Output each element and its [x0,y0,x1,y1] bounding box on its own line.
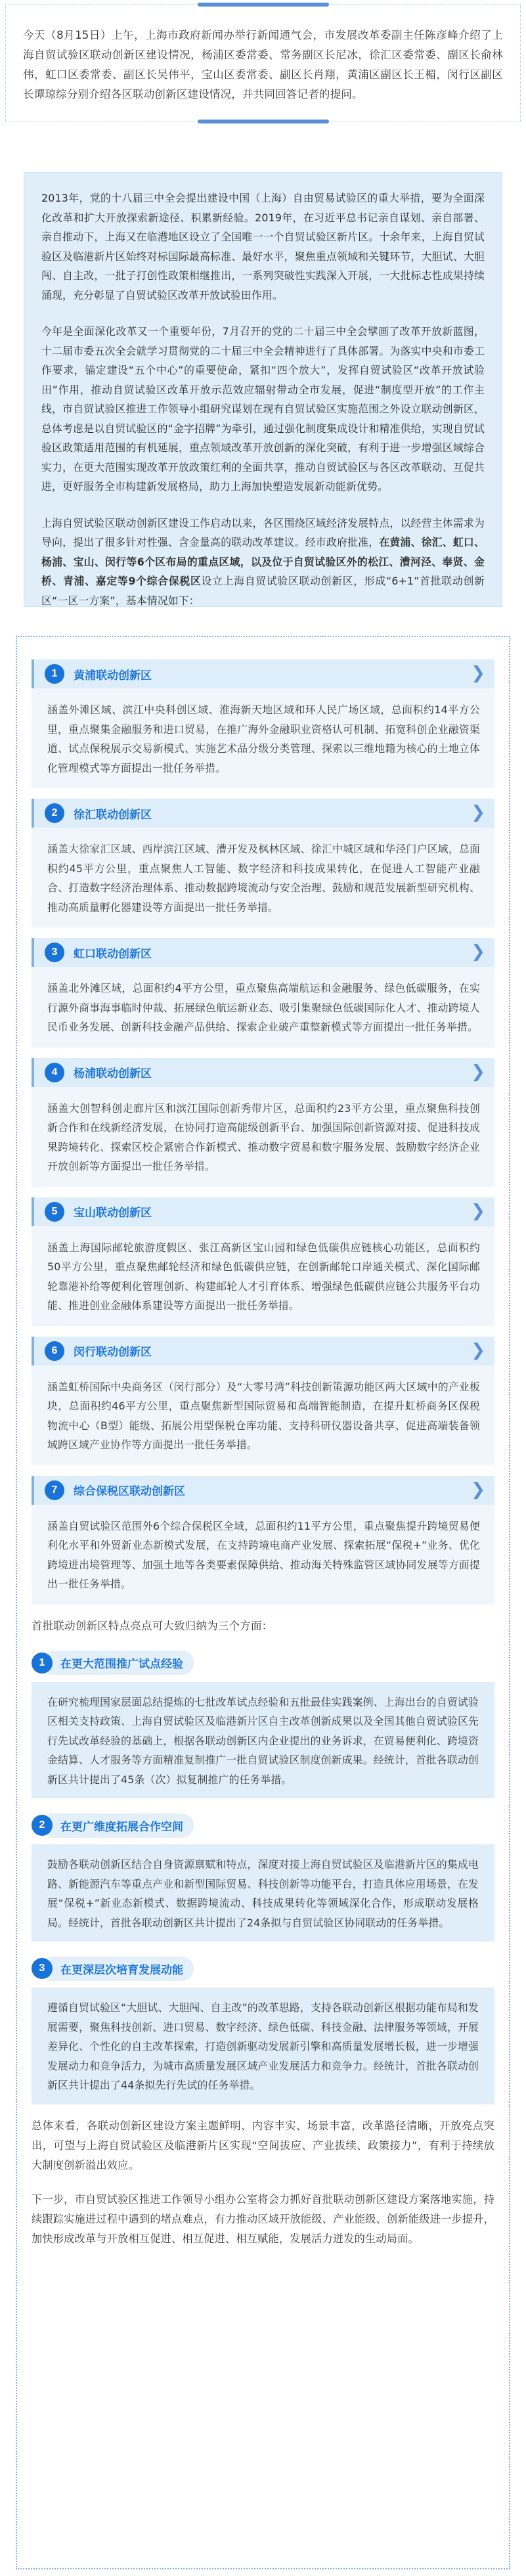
feature-title: 在更大范围推广试点经验 [49,1651,194,1675]
feature-number: 3 [32,1958,53,1979]
features-lead [32,1616,494,1636]
district-header[interactable] [32,799,494,828]
district-card [32,1476,494,1605]
district-number: 7 [45,1480,64,1500]
district-title: 杨浦联动创新区 [74,1067,152,1080]
background-paragraph-2: 今年是全面深化改革又一个重要年份，7月召开的党的二十届三中全会擘画了改革开放新蓝图，十二届市委五次全会就学习贯彻党的二十届三中全会精神进行了具体部署。为落实中央和市委工作要求，锚定建设“五个中心”的重要使命，紧扣“四个放大”，发挥自贸试验区“改革开放试验田”作用，推动自贸试验区改革开放示范效应辐射带动全市发展，促进“制度型开放”的工作主线，市自贸试验区推进工作领导小组研究谋划在现有自贸试验区实施范围之外设立联动创新区，总体考虑是以自贸试验区的“金字招牌”为牵引，通过强化制度集成设计和精准供给，实现自贸试验区政策适用范围的有机延展，重点领域改革开放创新的深化突破，有利于进一步增强区域综合实力，在更大范围实现改革开放政策红利的全面共享，推动自贸试验区与各区改革联动、互促共进，更好服务全市构建新发展格局，助力上海加快塑造发展新动能新优势。 [41,325,485,493]
district-description: 涵盖北外滩区域，总面积约4平方公里，重点聚焦高端航运和金融服务、绿色低碳服务，在实行源外商事海事临时仲裁、拓展绿色航运新业态、吸引集聚绿色低碳国际化人才、推动跨境人民币业务发展、创新科技金融产品供给、探索企业破产重整新模式等方面提出一批任务举措。 [47,982,480,1033]
feature-body [32,1844,494,1942]
feature-title: 在更深层次培育发展动能 [49,1957,194,1981]
district-description: 涵盖上海国际邮轮旅游度假区、张江高新区宝山园和绿色低碳供应链核心功能区，总面积约50平方公里，重点聚焦邮轮经济和绿色低碳供应链，在创新邮轮口岸通关模式、深化国际邮轮靠港补给等便利化管理创新、构建邮轮人才引育体系、增强绿色低碳供应链公共服务平台功能、推进创业金融体系建设等方面提出一批任务举措。 [47,1241,480,1312]
district-header[interactable] [32,1476,494,1505]
background-block [24,172,502,607]
background-paragraph-1: 2013年，党的十八届三中全会提出建设中国（上海）自由贸易试验区的重大举措，要为全面深化改革和扩大开放探索新途径、积累新经验。2019年，在习近平总书记亲自谋划、亲自部署、亲自推动下，上海又在临港地区设立了全国唯一一个自贸试验区新片区。十余年来，上海自贸试验区及临港新片区始终对标国际最高标准、最好水平，聚焦重点领域和关键环节，大胆试、大胆闯、自主改，一批子打创性政策相继推出，一系列突破性实践深入开展，一大批标志性成果持续涌现，充分彰显了自贸试验区改革开放试验田作用。 [41,192,485,301]
district-number: 5 [45,1202,64,1222]
district-header[interactable] [32,659,494,688]
intro-paragraph: 今天（8月15日）上午，上海市政府新闻办举行新闻通气会，市发展改革委副主任陈彦峰介绍了上海自贸试验区联动创新区建设情况，杨浦区委常委、常务副区长尼冰，徐汇区委常委、副区长俞林伟，虹口区委常委、副区长吴伟平，宝山区委常委、副区长肖翔，黄浦区副区长王楣，闵行区副区长谭琼综分别介绍各区联动创新区建设情况，并共同回答记者的提问。 [23,29,503,100]
district-card [32,1197,494,1326]
district-body [32,688,494,788]
background-p3-text-b: 设立上海自贸试验区联动创新区，形成“6+1”首批联动创新区“一区一方案”，基本情况如下： [41,575,485,607]
district-description: 涵盖外滩区域、滨江中央科创区域、淮海新天地区域和环人民广场区域，总面积约14平方公里，重点聚集金融服务和进口贸易，在推广海外金融职业资格认可机制、拓宽科创企业融资渠道、试点保税展示交易新模式、实施艺术品分级分类管理、探索以三维地籍为核心的土地立体化管理模式等方面提出一批任务举措。 [47,703,480,774]
district-description: 涵盖自贸试验区范围外6个综合保税区全域，总面积约11平方公里，重点聚焦提升跨境贸易便利化水平和外贸新业态新模式发展，在支持跨境电商产业发展、探索拓展“保税+”业务、优化跨境进出境管理等、加强土地等各类要素保障供给、推动海关特殊监管区域协同发展等方面提出一批任务举措。 [47,1519,480,1590]
district-number: 2 [45,803,64,823]
district-card [32,1058,494,1187]
chevron-right-icon: ❯ [471,803,485,822]
background-p3-text-a: 上海自贸试验区联动创新区建设工作启动以来，各区围绕区域经济发展特点，以经营主体需求为导向，提出了很多针对性强、含金量高的联动改革建议。经市政府批准， [41,516,485,548]
feature-header [32,1813,494,1838]
chevron-right-icon: ❯ [471,663,485,683]
feature-description: 遵循自贸试验区“大胆试、大胆闯、自主改”的改革思路，支持各联动创新区根据功能布局和发展需要，聚焦科技创新、进口贸易、数字经济、绿色低碳、科技金融、法律服务等领域，开展差异化、个性化的自主改革探索，打造创新驱动发展新引擎和高质量发展增长极，进一步增强发展动力和竞争活力，为城市高质量发展区域产业发展活力和竞争力。经统计，首批各联动创新区共计提出了44条拟先行先试的任务举措。 [47,2001,479,2091]
district-title: 虹口联动创新区 [74,947,152,961]
district-header[interactable] [32,938,494,967]
district-header[interactable] [32,1058,494,1087]
district-number: 1 [45,664,64,684]
district-number: 6 [45,1341,64,1361]
district-description: 涵盖虹桥国际中央商务区（闵行部分）及“大零号湾”科技创新策源功能区两大区域中的产业板块，总面积约46平方公里，重点聚焦新型国际贸易和高端智能制造，在提升虹桥商务区保税物流中心（B型）能级、拓展公用型保税仓库功能、支持科研仪器设备共享、促进高端装备领域跨区域产业协作等方面提出一批任务举措。 [47,1380,480,1451]
closing-paragraph-1: 总体来看，各联动创新区建设方案主题鲜明、内容丰实、场景丰富，改革路径清晰，开放亮点突出，可望与上海自贸试验区及临港新片区实现“空间拔应、产业拔续、政策接力”，有利于持续放大制度创新溢出效应。 [32,2119,494,2171]
feature-description: 在研究梳理国家层面总结提炼的七批改革试点经验和五批最佳实践案例、上海出台的自贸试验区相关支持政策、上海自贸试验区及临港新片区自主改革创新成果以及全国其他自贸试验区先行先试改革经验的基础上，根据各联动创新区内企业提出的业务诉求，在贸易便利化、跨境资金结算、人才服务等方面精准复制推广一批自贸试验区制度创新成果。经统计，首批各联动创新区共计提出了45条（次）拟复制推广的任务举措。 [47,1695,479,1786]
district-title: 徐汇联动创新区 [74,808,152,822]
chevron-right-icon: ❯ [471,942,485,962]
district-body [32,1087,494,1187]
district-number: 4 [45,1063,64,1082]
closing-paragraph-2: 下一步，市自贸试验区推进工作领导小组办公室将会力抓好首批联动创新区建设方案落地实施，持续跟踪实施进过程中遇到的堵点难点，有力推动区域开放能级、产业能级、创新能级进一步提升，加快形成改革与开放相互促进、相互促进、相互赋能，发展活力迸发的生动局面。 [32,2192,494,2245]
feature-description: 鼓励各联动创新区结合自身资源禀赋和特点，深度对接上海自贸试验区及临港新片区的集成电路、新能源汽车等重点产业和新型国际贸易、科技创新等功能平台，打造具体应用场景，在发展“保税+”新业态新模式、数据跨境流动、科技成果转化等领域深化合作，形成联动发展格局。经统计，首批各联动创新区共计提出了24条拟与自贸试验区协同联动的任务举措。 [47,1858,479,1929]
feature-title: 在更广维度拓展合作空间 [49,1813,194,1838]
intro-top-bar [198,3,329,7]
feature-card [32,1813,494,1942]
district-title: 黄浦联动创新区 [74,669,152,682]
intro-bottom-bar [198,120,329,123]
feature-header [32,1956,494,1981]
district-description: 涵盖大创智科创走廊片区和滨江国际创新秀带片区，总面积约23平方公里，重点聚焦科技创新合作和在线新经济发展，在协同打造高能级创新平台、加强国际创新资源对接、促进科技成果跨境转化、探索区校企紧密合作新模式、推动数字贸易和数字服务发展、鼓励数字经济企业开放创新等方面提出一批任务举措。 [47,1101,480,1172]
district-title: 综合保税区联动创新区 [74,1485,185,1498]
closing-section [32,2116,494,2249]
district-title: 闵行联动创新区 [74,1346,152,1359]
district-header[interactable] [32,1337,494,1366]
district-body [32,828,494,927]
chevron-right-icon: ❯ [471,1201,485,1221]
district-number: 3 [45,943,64,962]
district-body [32,1505,494,1605]
district-card [32,799,494,927]
feature-card [32,1956,494,2104]
district-body [32,1226,494,1326]
district-header[interactable] [32,1197,494,1226]
intro-box [5,4,521,122]
district-description: 涵盖大徐家汇区域、西岸滨江区域、漕开发及枫林区域、徐汇中城区域和华泾门户区域，总面积约45平方公里，重点聚焦人工智能、数字经济和科技成果转化，在促进人工智能产业融合、打造数字经济治理体系、推动数据跨境流动与安全治理、鼓励和规范发展新型研究机构、推动高质量孵化器建设等方面提出一批任务举措。 [47,843,480,914]
district-title: 宝山联动创新区 [74,1207,152,1220]
district-card [32,659,494,788]
feature-number: 2 [32,1815,53,1836]
background-paragraph-3 [41,514,485,611]
district-body [32,1366,494,1465]
feature-card [32,1651,494,1799]
intro-frame [5,4,521,122]
districts-section [16,636,510,2569]
chevron-right-icon: ❯ [471,1061,485,1082]
district-body [32,967,494,1048]
district-card [32,938,494,1048]
chevron-right-icon: ❯ [471,1479,485,1499]
background-p3-bold: 在黄浦、徐汇、虹口、杨浦、宝山、闵行等6个区布局的重点区域，以及位于自贸试验区外的松江、漕河泾、奉贤、金桥、青浦、嘉定等9个综合保税区 [41,536,485,587]
chevron-right-icon: ❯ [471,1340,485,1360]
feature-number: 1 [32,1653,53,1674]
feature-body [32,1988,494,2104]
feature-body [32,1682,494,1799]
features-lead-text: 首批联动创新区特点亮点可大致归纳为三个方面： [32,1619,273,1632]
feature-header [32,1651,494,1676]
district-card [32,1337,494,1465]
